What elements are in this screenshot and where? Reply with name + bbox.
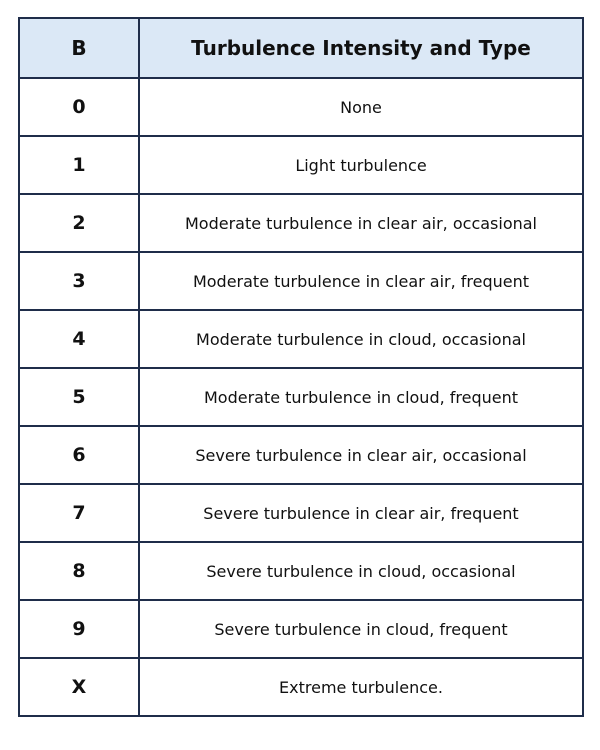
- row-code: 9: [19, 600, 139, 658]
- table-row: [19, 252, 583, 310]
- table-row: [19, 600, 583, 658]
- row-description: Severe turbulence in cloud, frequent: [139, 600, 583, 658]
- table-row: [19, 368, 583, 426]
- row-code: 3: [19, 252, 139, 310]
- row-description: Extreme turbulence.: [139, 658, 583, 716]
- table-row: [19, 658, 583, 716]
- table-header: [19, 18, 583, 78]
- row-description: Moderate turbulence in cloud, occasional: [139, 310, 583, 368]
- header-description: Turbulence Intensity and Type: [139, 18, 583, 78]
- row-description: Severe turbulence in clear air, frequent: [139, 484, 583, 542]
- row-code: 5: [19, 368, 139, 426]
- table-row: [19, 78, 583, 136]
- header-row: [19, 18, 583, 78]
- row-code: 1: [19, 136, 139, 194]
- turbulence-table: [18, 17, 584, 717]
- table-row: [19, 426, 583, 484]
- row-code: 8: [19, 542, 139, 600]
- table-row: [19, 484, 583, 542]
- row-code: 6: [19, 426, 139, 484]
- table-row: [19, 194, 583, 252]
- row-code: 2: [19, 194, 139, 252]
- row-description: Moderate turbulence in clear air, frequent: [139, 252, 583, 310]
- table-row: [19, 136, 583, 194]
- row-description: Moderate turbulence in cloud, frequent: [139, 368, 583, 426]
- row-description: Severe turbulence in cloud, occasional: [139, 542, 583, 600]
- row-code: 4: [19, 310, 139, 368]
- row-description: Light turbulence: [139, 136, 583, 194]
- table-row: [19, 542, 583, 600]
- row-code: 0: [19, 78, 139, 136]
- table-row: [19, 310, 583, 368]
- table-body: [19, 78, 583, 716]
- row-code: 7: [19, 484, 139, 542]
- header-code: B: [19, 18, 139, 78]
- row-description: Severe turbulence in clear air, occasional: [139, 426, 583, 484]
- row-description: Moderate turbulence in clear air, occasional: [139, 194, 583, 252]
- row-description: None: [139, 78, 583, 136]
- row-code: X: [19, 658, 139, 716]
